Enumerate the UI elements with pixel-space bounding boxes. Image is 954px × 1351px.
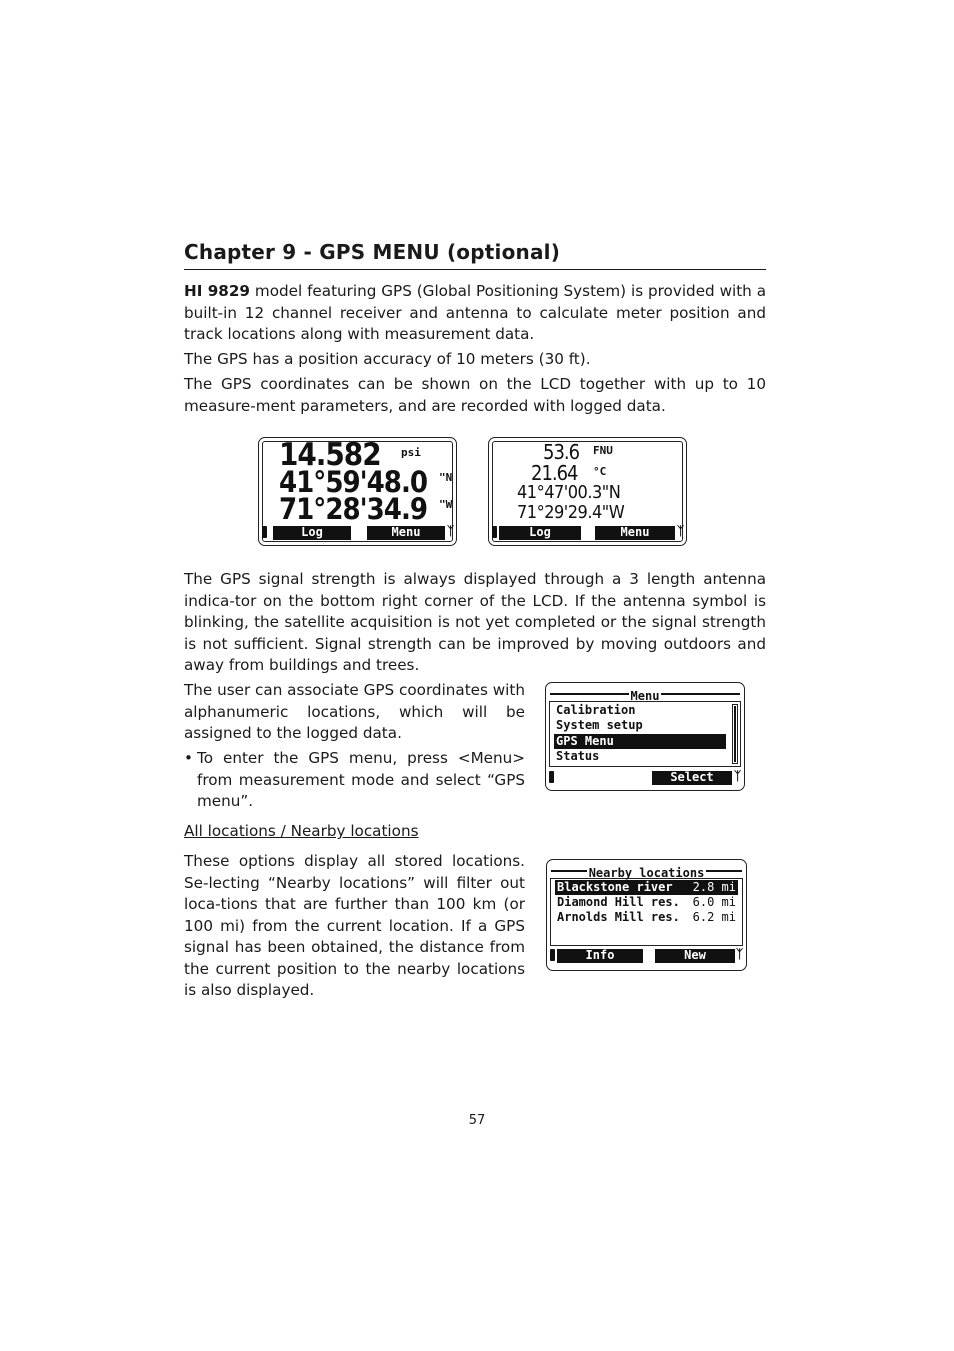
scrollbar-thumb[interactable] [734, 706, 736, 762]
softkey-menu[interactable]: Menu [367, 526, 445, 540]
scrollbar[interactable] [732, 704, 738, 764]
antenna-icon: ᛉ [736, 947, 744, 961]
softkey-menu[interactable]: Menu [595, 526, 675, 540]
lcd2-value-3: 41°47'00.3"N [517, 482, 621, 503]
lcd2-value-2: 21.64 [531, 461, 578, 485]
menu-item-status[interactable]: Status [556, 749, 600, 763]
softkey-log[interactable]: Log [273, 526, 351, 540]
menu-item-gps-menu[interactable]: GPS Menu [554, 734, 726, 749]
softkey-select[interactable]: Select [652, 771, 732, 785]
location-name: Blackstone river [557, 880, 673, 894]
softkey-info[interactable]: Info [557, 949, 643, 963]
lcd2-unit-2: °C [593, 465, 607, 478]
location-row[interactable] [555, 895, 738, 910]
bullet-item [184, 748, 525, 813]
softkey-new[interactable]: New [655, 949, 735, 963]
battery-icon [549, 771, 554, 783]
battery-icon [550, 949, 555, 961]
location-distance: 2.8 mi [692, 880, 736, 894]
page-number: 57 [468, 1113, 486, 1128]
locations-paragraph: These options display all stored locations. Se-lecting “Nearby locations” will filter out loca-tions that are further than 100 km (or 100 mi) from the current location. If a GPS signal has been obtained, the distance from the current position to the nearby locations is also displayed. [184, 852, 525, 999]
signal-paragraph: The GPS signal strength is always displayed through a 3 length antenna indica-tor on the bottom right corner of the LCD. If the antenna symbol is blinking, the satellite acquisition is not yet completed or the signal strength is not sufficient. Signal strength can be improved by moving outdoors and away from buildings and trees. [184, 570, 766, 674]
location-row[interactable] [555, 880, 738, 895]
coordinates-paragraph: The GPS coordinates can be shown on the LCD together with up to 10 measure-ment parameters, and are recorded with logged data. [184, 375, 766, 415]
lcd-nearby-locations [546, 859, 747, 971]
antenna-icon: ᛉ [447, 524, 455, 538]
associate-paragraph: The user can associate GPS coordinates with alphanumeric locations, which will be assigned to the logged data. [184, 681, 525, 742]
softkey-log[interactable]: Log [499, 526, 581, 540]
location-name: Arnolds Mill res. [557, 910, 680, 924]
location-row[interactable] [555, 910, 738, 925]
lcd2-unit-1: FNU [593, 444, 613, 457]
locations-list [550, 878, 743, 946]
model-name: HI 9829 [184, 282, 250, 300]
antenna-icon: ᛉ [677, 524, 685, 538]
nearby-title: Nearby locations [588, 866, 705, 880]
menu-item-system-setup[interactable]: System setup [556, 718, 643, 732]
lcd1-value-3: 71°28'34.9 [279, 492, 428, 526]
lcd2-value-1: 53.6 [543, 440, 580, 464]
lcd1-value-1: 14.582 [279, 437, 381, 473]
lcd1-unit-1: psi [401, 446, 421, 459]
accuracy-paragraph: The GPS has a position accuracy of 10 meters (30 ft). [184, 350, 591, 368]
bullet-icon: • [184, 749, 193, 767]
antenna-icon: ᛉ [734, 769, 742, 783]
menu-list [549, 701, 741, 767]
subheading: All locations / Nearby locations [184, 822, 419, 840]
location-distance: 6.0 mi [692, 895, 736, 909]
manual-page-lower [184, 0, 766, 1351]
bullet-text: To enter the GPS menu, press <Menu> from measurement mode and select “GPS menu”. [197, 749, 525, 810]
menu-title: Menu [630, 689, 660, 703]
lcd2-value-4: 71°29'29.4"W [517, 502, 625, 523]
lcd1-unit-2: "N [439, 471, 453, 484]
chapter-title: Chapter 9 - GPS MENU (optional) [184, 240, 766, 270]
lcd1-unit-3: "W [439, 498, 453, 511]
menu-item-calibration[interactable]: Calibration [556, 703, 636, 717]
location-distance: 6.2 mi [692, 910, 736, 924]
intro-text: model featuring GPS (Global Positioning System) is provided with a built-in 12 channel receiver and antenna to calculate meter position and track locations along with measurement data. [184, 282, 766, 343]
lcd1-value-2: 41°59'48.0 [279, 465, 428, 499]
lcd-menu [545, 682, 745, 791]
location-name: Diamond Hill res. [557, 895, 680, 909]
